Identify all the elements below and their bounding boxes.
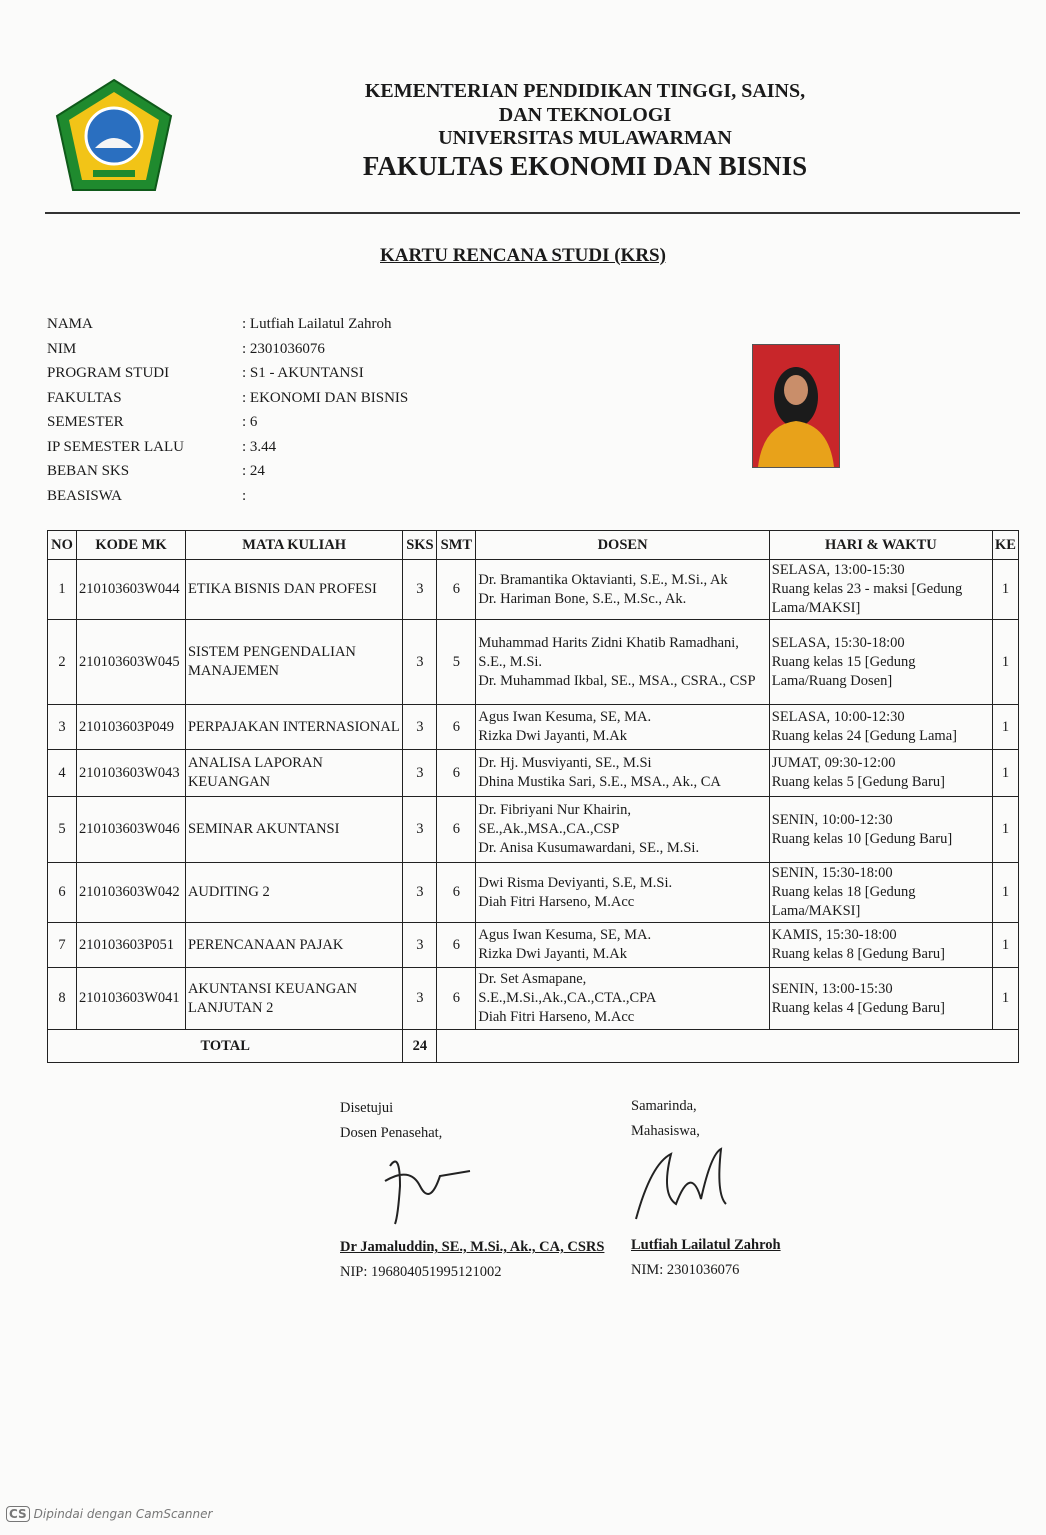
- sks-text: 3: [416, 718, 424, 735]
- advisor-name: Dr Jamaluddin, SE., M.Si., Ak., CA, CSRS: [340, 1239, 605, 1255]
- university-logo: [55, 78, 173, 193]
- cell-mk: [185, 750, 402, 797]
- sks-text: 3: [416, 936, 424, 953]
- ke-text: 1: [1001, 884, 1010, 900]
- identity-value: : EKONOMI DAN BISNIS: [242, 389, 409, 406]
- total-row: [48, 1030, 1019, 1063]
- no-text: 5: [58, 821, 66, 837]
- dosen-text: Dr. Fibriyani Nur Khairin, SE.,Ak.,MSA.,CA.,CSP Dr. Anisa Kusumawardani, SE., M.Si.: [478, 802, 700, 856]
- identity-label: FAKULTAS: [47, 389, 122, 406]
- header-ministry-2: DAN TEKNOLOGI: [498, 104, 672, 126]
- cell-smt: [437, 797, 476, 863]
- waktu-text: SENIN, 15:30-18:00 Ruang kelas 18 [Gedung Lama/MAKSI]: [771, 865, 916, 919]
- document-title: KARTU RENCANA STUDI (KRS): [380, 245, 666, 266]
- cell-kode: [76, 797, 185, 863]
- column-header: KE: [993, 531, 1019, 560]
- cell-dosen: [476, 750, 769, 797]
- cell-no: [48, 750, 77, 797]
- cell-ke: [993, 750, 1019, 797]
- cell-no: [48, 620, 77, 705]
- waktu-text: SENIN, 10:00-12:30 Ruang kelas 10 [Gedung Baru]: [771, 811, 953, 847]
- cell-mk: [185, 968, 402, 1030]
- ke-text: 1: [1001, 581, 1010, 597]
- table-row: [48, 923, 1019, 968]
- identity-label: BEASISWA: [47, 487, 123, 504]
- cell-ke: [993, 863, 1019, 923]
- cell-dosen: [476, 620, 769, 705]
- smt-text: 6: [452, 990, 460, 1006]
- cell-ke: [993, 797, 1019, 863]
- dosen-text: Muhammad Harits Zidni Khatib Ramadhani, S.E., M.Si. Dr. Muhammad Ikbal, SE., MSA., CSRA., CSP: [478, 634, 756, 689]
- mk-text: SEMINAR AKUNTANSI: [187, 821, 340, 837]
- sks-text: 3: [416, 821, 424, 837]
- kode-text: 210103603P051: [78, 936, 175, 953]
- course-table: [47, 530, 1019, 1063]
- cell-mk: [185, 797, 402, 863]
- student-nim: NIM: 2301036076: [631, 1262, 740, 1278]
- smt-text: 6: [452, 581, 460, 597]
- cell-dosen: [476, 705, 769, 750]
- column-header: HARI & WAKTU: [769, 531, 992, 560]
- cell-mk: [185, 620, 402, 705]
- kode-text: 210103603W045: [78, 653, 180, 670]
- identity-row: [47, 439, 276, 456]
- no-text: 3: [58, 718, 66, 735]
- identity-row: [47, 463, 265, 480]
- cell-mk: [185, 923, 402, 968]
- cell-waktu: [769, 750, 992, 797]
- no-text: 2: [58, 653, 66, 670]
- smt-text: 6: [452, 764, 460, 781]
- waktu-text: SELASA, 13:00-15:30 Ruang kelas 23 - maksi [Gedung Lama/MAKSI]: [771, 562, 963, 616]
- cell-sks: [403, 620, 437, 705]
- waktu-text: JUMAT, 09:30-12:00 Ruang kelas 5 [Gedung Baru]: [771, 755, 945, 790]
- column-header: SMT: [437, 531, 476, 560]
- cell-dosen: [476, 560, 769, 620]
- table-header-row: [48, 531, 1019, 560]
- table-row: [48, 560, 1019, 620]
- identity-row: [47, 414, 257, 431]
- student-name: Lutfiah Lailatul Zahroh: [631, 1237, 781, 1253]
- cell-smt: [437, 750, 476, 797]
- advisor-nip: NIP: 196804051995121002: [340, 1264, 502, 1280]
- ke-text: 1: [1001, 990, 1010, 1006]
- identity-value: : Lutfiah Lailatul Zahroh: [242, 316, 392, 332]
- ke-text: 1: [1001, 936, 1010, 953]
- dosen-text: Agus Iwan Kesuma, SE, MA. Rizka Dwi Jayanti, M.Ak: [478, 927, 652, 962]
- cell-no: [48, 923, 77, 968]
- no-text: 8: [58, 990, 66, 1006]
- column-header: MATA KULIAH: [185, 531, 402, 560]
- identity-row: [47, 488, 246, 505]
- ke-text: 1: [1001, 718, 1010, 735]
- cell-dosen: [476, 968, 769, 1030]
- cell-ke: [993, 560, 1019, 620]
- cell-sks: [403, 750, 437, 797]
- no-text: 1: [58, 581, 66, 597]
- column-header: KODE MK: [76, 531, 185, 560]
- smt-text: 6: [452, 936, 460, 953]
- identity-row: [47, 316, 392, 333]
- cell-dosen: [476, 797, 769, 863]
- cell-no: [48, 863, 77, 923]
- dosen-text: Agus Iwan Kesuma, SE, MA. Rizka Dwi Jayanti, M.Ak: [478, 709, 652, 744]
- cell-ke: [993, 923, 1019, 968]
- cell-waktu: [769, 968, 992, 1030]
- total-sks: 24: [403, 1030, 437, 1063]
- waktu-text: SELASA, 10:00-12:30 Ruang kelas 24 [Gedung Lama]: [771, 709, 957, 744]
- sks-text: 3: [416, 884, 424, 900]
- cell-sks: [403, 863, 437, 923]
- kode-text: 210103603W044: [78, 581, 180, 597]
- cell-no: [48, 797, 77, 863]
- student-signature-block: [631, 1094, 781, 1283]
- column-header: SKS: [403, 531, 437, 560]
- mk-text: PERPAJAKAN INTERNASIONAL: [187, 718, 400, 735]
- cell-kode: [76, 968, 185, 1030]
- cell-kode: [76, 705, 185, 750]
- cell-kode: [76, 923, 185, 968]
- mk-text: PERENCANAAN PAJAK: [187, 936, 344, 953]
- identity-row: [47, 341, 325, 358]
- ke-text: 1: [1001, 764, 1010, 781]
- advisor-label: Dosen Penasehat,: [340, 1125, 443, 1141]
- waktu-text: SELASA, 15:30-18:00 Ruang kelas 15 [Gedung Lama/Ruang Dosen]: [771, 634, 916, 689]
- identity-value: :: [242, 487, 247, 504]
- cell-sks: [403, 923, 437, 968]
- cell-waktu: [769, 560, 992, 620]
- table-row: [48, 620, 1019, 705]
- dosen-text: Dr. Bramantika Oktavianti, S.E., M.Si., Ak Dr. Hariman Bone, S.E., M.Sc., Ak.: [478, 571, 728, 607]
- identity-label: SEMESTER: [47, 414, 124, 430]
- kode-text: 210103603W043: [78, 764, 180, 781]
- waktu-text: SENIN, 13:00-15:30 Ruang kelas 4 [Gedung Baru]: [771, 980, 945, 1016]
- column-header: NO: [48, 531, 77, 560]
- identity-value: : 3.44: [242, 438, 277, 455]
- cell-kode: [76, 560, 185, 620]
- sks-text: 3: [416, 581, 424, 597]
- kode-text: 210103603W041: [78, 990, 180, 1006]
- cell-mk: [185, 560, 402, 620]
- cell-smt: [437, 705, 476, 750]
- identity-label: NAMA: [47, 316, 93, 332]
- cell-dosen: [476, 923, 769, 968]
- smt-text: 5: [452, 653, 460, 670]
- cell-mk: [185, 863, 402, 923]
- camscanner-watermark: [6, 1507, 212, 1521]
- identity-row: [47, 365, 364, 382]
- header-university: UNIVERSITAS MULAWARMAN: [438, 127, 732, 149]
- identity-value: : 6: [242, 414, 258, 430]
- mk-text: AUDITING 2: [187, 884, 270, 900]
- cell-ke: [993, 620, 1019, 705]
- identity-label: PROGRAM STUDI: [47, 365, 170, 381]
- cell-waktu: [769, 797, 992, 863]
- place-label: Samarinda,: [631, 1098, 697, 1114]
- cell-waktu: [769, 863, 992, 923]
- cell-no: [48, 705, 77, 750]
- no-text: 7: [58, 936, 66, 953]
- identity-value: : 24: [242, 463, 265, 479]
- advisor-signature: [340, 1146, 480, 1226]
- camscanner-badge: CS: [6, 1506, 30, 1522]
- cell-sks: [403, 705, 437, 750]
- cell-no: [48, 968, 77, 1030]
- cell-smt: [437, 968, 476, 1030]
- identity-value: : S1 - AKUNTANSI: [242, 365, 364, 381]
- smt-text: 6: [452, 884, 460, 900]
- table-row: [48, 750, 1019, 797]
- cell-kode: [76, 863, 185, 923]
- dosen-text: Dr. Set Asmapane, S.E.,M.Si.,Ak.,CA.,CTA.,CPA Diah Fitri Harseno, M.Acc: [478, 971, 657, 1025]
- identity-label: NIM: [47, 340, 77, 357]
- mk-text: AKUNTANSI KEUANGAN LANJUTAN 2: [187, 980, 358, 1016]
- cell-waktu: [769, 620, 992, 705]
- cell-smt: [437, 620, 476, 705]
- identity-label: IP SEMESTER LALU: [47, 438, 184, 455]
- cell-smt: [437, 560, 476, 620]
- no-text: 6: [58, 884, 66, 900]
- dosen-text: Dr. Hj. Musviyanti, SE., M.Si Dhina Mustika Sari, S.E., MSA., Ak., CA: [478, 755, 721, 790]
- cell-sks: [403, 797, 437, 863]
- table-row: [48, 797, 1019, 863]
- cell-sks: [403, 968, 437, 1030]
- cell-dosen: [476, 863, 769, 923]
- kode-text: 210103603W046: [78, 821, 180, 837]
- cell-waktu: [769, 923, 992, 968]
- approved-label: Disetujui: [340, 1100, 394, 1116]
- cell-ke: [993, 968, 1019, 1030]
- sks-text: 3: [416, 764, 424, 781]
- camscanner-text: Dipindai dengan CamScanner: [33, 1507, 213, 1521]
- student-signature: [631, 1144, 771, 1224]
- table-row: [48, 705, 1019, 750]
- no-text: 4: [58, 764, 66, 781]
- identity-row: [47, 390, 408, 407]
- mk-text: ETIKA BISNIS DAN PROFESI: [187, 581, 377, 597]
- column-header: DOSEN: [476, 531, 769, 560]
- table-row: [48, 968, 1019, 1030]
- smt-text: 6: [452, 821, 460, 837]
- kode-text: 210103603P049: [78, 718, 175, 735]
- total-empty: [437, 1030, 1019, 1063]
- kode-text: 210103603W042: [78, 884, 180, 900]
- smt-text: 6: [452, 718, 460, 735]
- ke-text: 1: [1001, 653, 1010, 670]
- dosen-text: Dwi Risma Deviyanti, S.E, M.Si. Diah Fitri Harseno, M.Acc: [478, 874, 673, 910]
- total-label: TOTAL: [48, 1030, 403, 1063]
- ke-text: 1: [1001, 821, 1010, 837]
- cell-mk: [185, 705, 402, 750]
- cell-sks: [403, 560, 437, 620]
- mk-text: SISTEM PENGENDALIAN MANAJEMEN: [187, 644, 356, 679]
- student-label: Mahasiswa,: [631, 1123, 700, 1139]
- header-faculty: FAKULTAS EKONOMI DAN BISNIS: [362, 151, 808, 181]
- student-photo: [752, 344, 840, 468]
- cell-smt: [437, 863, 476, 923]
- sks-text: 3: [416, 653, 424, 670]
- table-row: [48, 863, 1019, 923]
- cell-smt: [437, 923, 476, 968]
- cell-kode: [76, 620, 185, 705]
- waktu-text: KAMIS, 15:30-18:00 Ruang kelas 8 [Gedung Baru]: [771, 927, 945, 962]
- header-ministry: KEMENTERIAN PENDIDIKAN TINGGI, SAINS,: [364, 80, 806, 102]
- sks-text: 3: [416, 990, 424, 1006]
- cell-kode: [76, 750, 185, 797]
- advisor-signature-block: [340, 1096, 604, 1285]
- mk-text: ANALISA LAPORAN KEUANGAN: [187, 755, 323, 790]
- cell-waktu: [769, 705, 992, 750]
- identity-value: : 2301036076: [242, 340, 325, 357]
- cell-no: [48, 560, 77, 620]
- identity-label: BEBAN SKS: [47, 463, 130, 479]
- header-divider: [45, 212, 1020, 214]
- cell-ke: [993, 705, 1019, 750]
